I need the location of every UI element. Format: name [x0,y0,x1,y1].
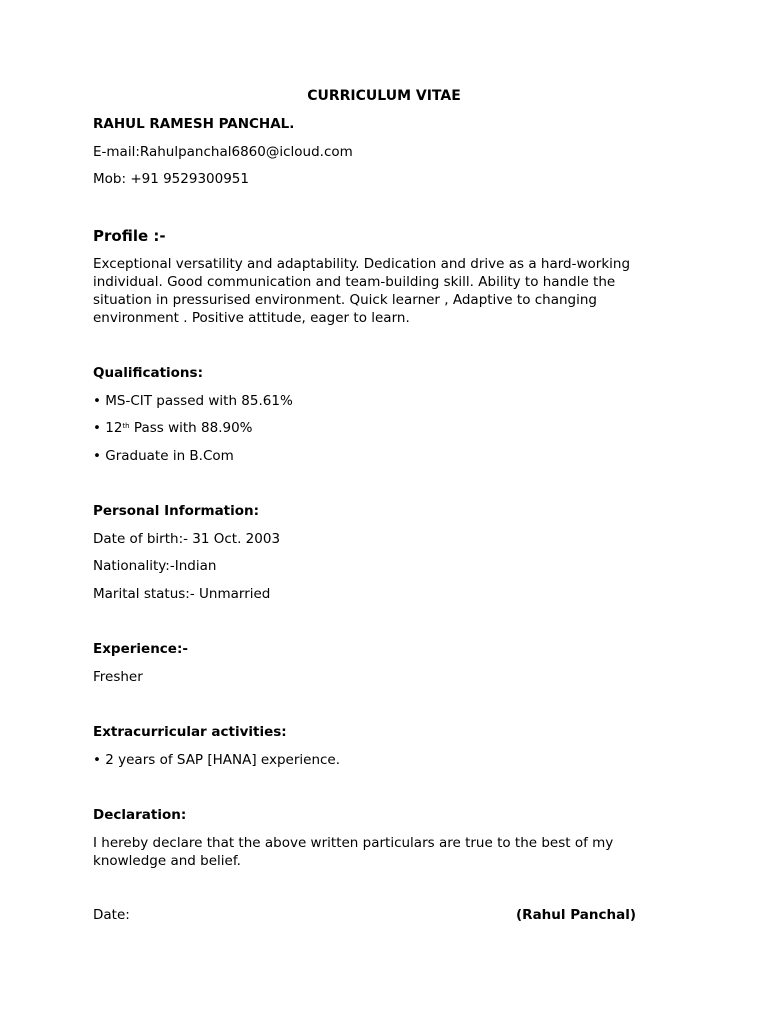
extracurricular-item: • 2 years of SAP [HANA] experience. [93,752,341,768]
document-title: CURRICULUM VITAE [307,88,461,104]
mobile-text: Mob: +91 9529300951 [93,171,249,187]
superscript-ordinal: th [122,422,130,430]
marital-status: Marital status:- Unmarried [93,586,271,602]
date-of-birth: Date of birth:- 31 Oct. 2003 [93,531,281,547]
profile-text: Exceptional versatility and adaptability. Dedication and drive as a hard-working individual. Good communication and team-building skill. Ability to handle the situation in pressurised environment. Quick learner , Adaptive to changing environment . Positive attitude, eager to learn. [93,256,631,326]
qualification-item [93,419,253,437]
declaration-heading: Declaration: [93,807,187,823]
extracurricular-heading: Extracurricular activities: [93,724,287,740]
qualification-item: • Graduate in B.Com [93,448,234,464]
date-label: Date: [93,907,130,923]
email-text: E-mail:Rahulpanchal6860@icloud.com [93,144,353,160]
qualification-item-suffix: Pass with 88.90% [129,420,253,436]
signature-name: (Rahul Panchal) [516,907,636,923]
experience-text: Fresher [93,669,143,685]
profile-heading: Profile :- [93,227,166,245]
declaration-text: I hereby declare that the above written particulars are true to the best of my knowledge and belief. [93,835,614,869]
nationality: Nationality:-Indian [93,558,217,574]
personal-info-heading: Personal Information: [93,503,260,519]
qualification-item-prefix: • 12 [93,420,123,436]
qualification-item: • MS-CIT passed with 85.61% [93,393,293,409]
experience-heading: Experience:- [93,641,188,657]
candidate-name: RAHUL RAMESH PANCHAL. [93,116,295,132]
qualifications-heading: Qualifications: [93,365,203,381]
